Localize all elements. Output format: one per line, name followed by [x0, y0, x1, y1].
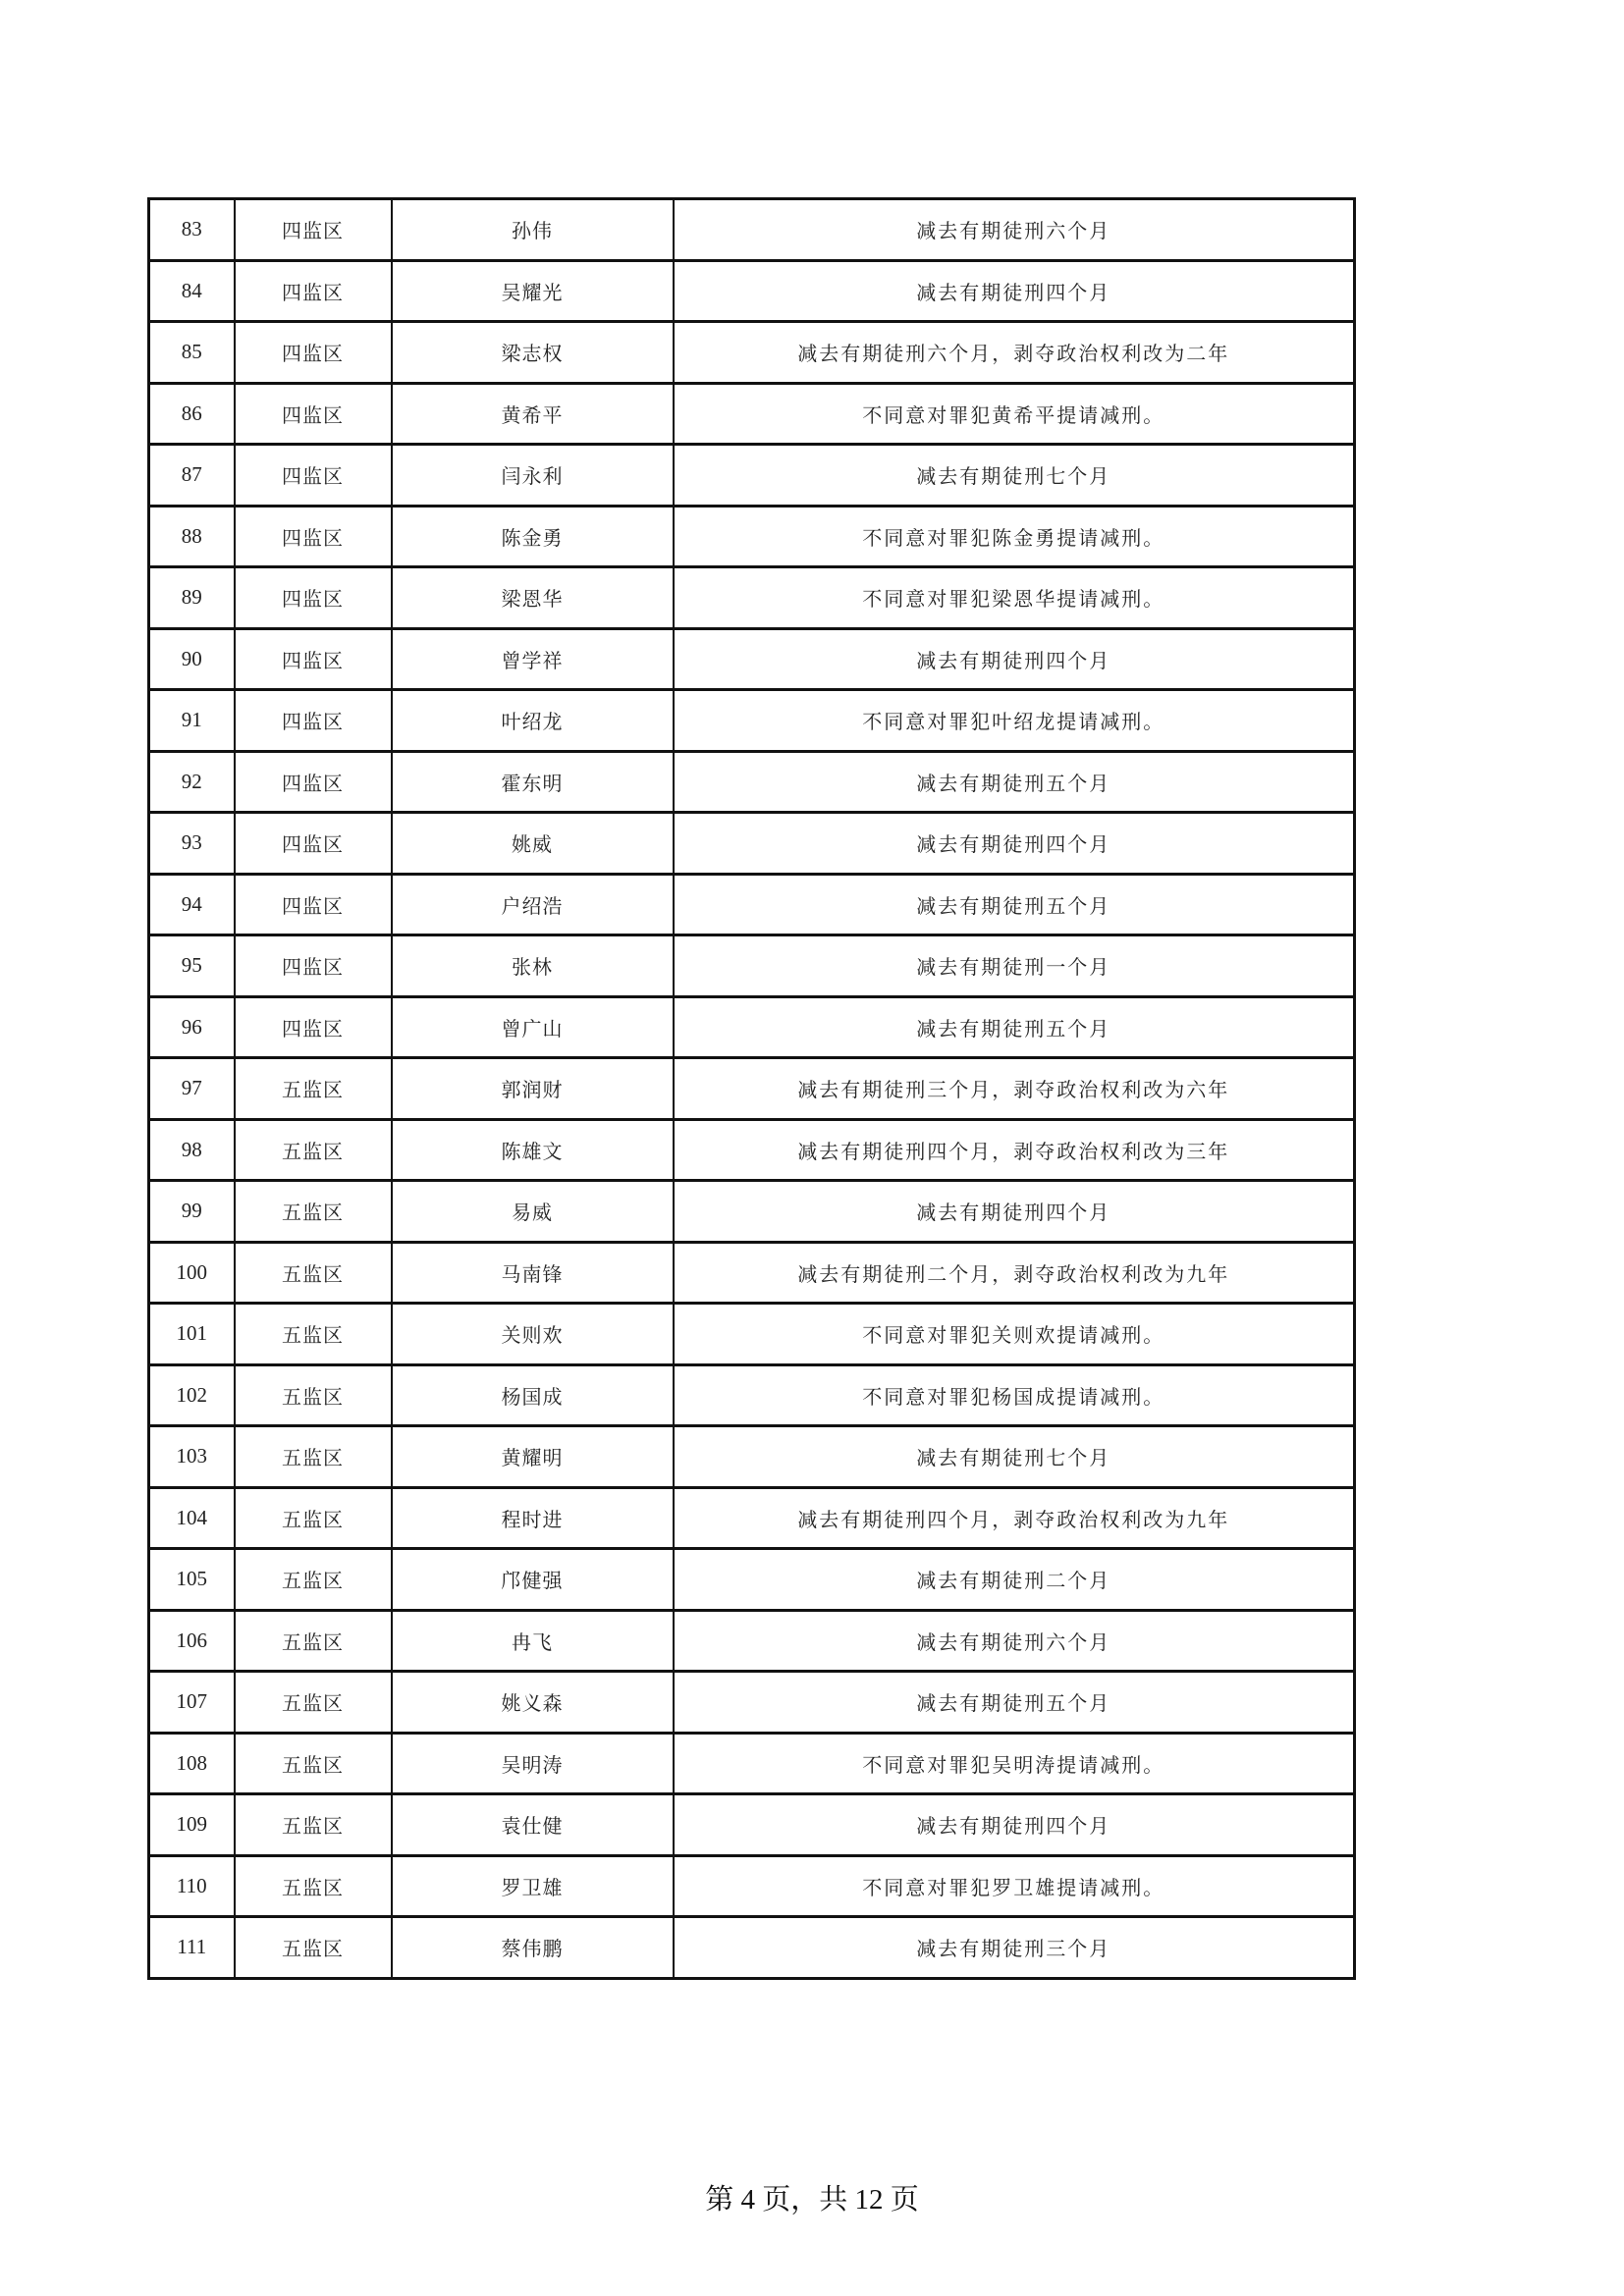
- table-row: [149, 1733, 1355, 1794]
- cell-number: 106: [149, 1610, 235, 1672]
- table-row: [149, 1917, 1355, 1979]
- cell-number: 101: [149, 1304, 235, 1365]
- cell-ruling: 不同意对罪犯陈金勇提请减刑。: [674, 506, 1355, 567]
- table-row: [149, 199, 1355, 261]
- table-row: [149, 874, 1355, 935]
- table-row: [149, 445, 1355, 507]
- cell-prison-area: 四监区: [235, 383, 392, 445]
- cell-prison-area: 五监区: [235, 1304, 392, 1365]
- cell-number: 84: [149, 260, 235, 322]
- table-row: [149, 1794, 1355, 1856]
- cell-number: 88: [149, 506, 235, 567]
- cell-inmate-name: 罗卫雄: [392, 1855, 674, 1917]
- cell-inmate-name: 户绍浩: [392, 874, 674, 935]
- cell-ruling: 减去有期徒刑七个月: [674, 1426, 1355, 1488]
- cell-number: 86: [149, 383, 235, 445]
- table-row: [149, 996, 1355, 1058]
- cell-ruling: 减去有期徒刑三个月: [674, 1917, 1355, 1979]
- table-row: [149, 1549, 1355, 1611]
- cell-prison-area: 四监区: [235, 996, 392, 1058]
- cell-inmate-name: 吴耀光: [392, 260, 674, 322]
- cell-prison-area: 四监区: [235, 199, 392, 261]
- cell-prison-area: 四监区: [235, 935, 392, 997]
- cell-number: 92: [149, 751, 235, 813]
- cell-inmate-name: 黄耀明: [392, 1426, 674, 1488]
- table-row: [149, 506, 1355, 567]
- table-row: [149, 1181, 1355, 1243]
- cell-inmate-name: 袁仕健: [392, 1794, 674, 1856]
- cell-ruling: 减去有期徒刑五个月: [674, 1672, 1355, 1734]
- cell-inmate-name: 吴明涛: [392, 1733, 674, 1794]
- cell-prison-area: 四监区: [235, 874, 392, 935]
- cell-ruling: 减去有期徒刑四个月: [674, 813, 1355, 875]
- cell-ruling: 减去有期徒刑五个月: [674, 996, 1355, 1058]
- cell-number: 83: [149, 199, 235, 261]
- cell-prison-area: 四监区: [235, 322, 392, 384]
- cell-inmate-name: 闫永利: [392, 445, 674, 507]
- cell-inmate-name: 叶绍龙: [392, 690, 674, 752]
- table-row: [149, 813, 1355, 875]
- cell-prison-area: 五监区: [235, 1058, 392, 1120]
- cell-inmate-name: 姚义森: [392, 1672, 674, 1734]
- table-row: [149, 322, 1355, 384]
- cell-ruling: 减去有期徒刑五个月: [674, 751, 1355, 813]
- cell-ruling: 减去有期徒刑六个月: [674, 199, 1355, 261]
- cell-prison-area: 四监区: [235, 567, 392, 629]
- cell-inmate-name: 冉飞: [392, 1610, 674, 1672]
- cell-ruling: 减去有期徒刑四个月，剥夺政治权利改为九年: [674, 1487, 1355, 1549]
- cell-number: 100: [149, 1242, 235, 1304]
- table-row: [149, 1058, 1355, 1120]
- cell-number: 97: [149, 1058, 235, 1120]
- cell-ruling: 减去有期徒刑四个月: [674, 628, 1355, 690]
- cell-number: 99: [149, 1181, 235, 1243]
- cell-prison-area: 五监区: [235, 1610, 392, 1672]
- cell-number: 93: [149, 813, 235, 875]
- cell-number: 105: [149, 1549, 235, 1611]
- cell-ruling: 不同意对罪犯梁恩华提请减刑。: [674, 567, 1355, 629]
- cell-ruling: 减去有期徒刑七个月: [674, 445, 1355, 507]
- cell-prison-area: 五监区: [235, 1917, 392, 1979]
- cell-inmate-name: 张林: [392, 935, 674, 997]
- table-row: [149, 1855, 1355, 1917]
- table-row: [149, 1242, 1355, 1304]
- cell-ruling: 减去有期徒刑四个月，剥夺政治权利改为三年: [674, 1119, 1355, 1181]
- page-number: 第 4 页，共 12 页: [705, 2184, 919, 2216]
- cell-ruling: 减去有期徒刑二个月: [674, 1549, 1355, 1611]
- table-row: [149, 260, 1355, 322]
- cell-prison-area: 五监区: [235, 1733, 392, 1794]
- cell-number: 95: [149, 935, 235, 997]
- cell-prison-area: 五监区: [235, 1242, 392, 1304]
- cell-inmate-name: 曾学祥: [392, 628, 674, 690]
- cell-number: 109: [149, 1794, 235, 1856]
- cell-inmate-name: 蔡伟鹏: [392, 1917, 674, 1979]
- cell-inmate-name: 杨国成: [392, 1364, 674, 1426]
- cell-inmate-name: 黄希平: [392, 383, 674, 445]
- cell-inmate-name: 郭润财: [392, 1058, 674, 1120]
- cell-number: 90: [149, 628, 235, 690]
- cell-inmate-name: 马南锋: [392, 1242, 674, 1304]
- table-row: [149, 1119, 1355, 1181]
- cell-number: 98: [149, 1119, 235, 1181]
- cell-number: 107: [149, 1672, 235, 1734]
- cell-number: 111: [149, 1917, 235, 1979]
- table-row: [149, 1672, 1355, 1734]
- cell-prison-area: 五监区: [235, 1426, 392, 1488]
- cell-prison-area: 四监区: [235, 813, 392, 875]
- cell-ruling: 减去有期徒刑四个月: [674, 1181, 1355, 1243]
- cell-number: 104: [149, 1487, 235, 1549]
- cell-prison-area: 五监区: [235, 1855, 392, 1917]
- table-row: [149, 628, 1355, 690]
- cell-inmate-name: 程时进: [392, 1487, 674, 1549]
- cell-inmate-name: 邝健强: [392, 1549, 674, 1611]
- cell-ruling: 不同意对罪犯罗卫雄提请减刑。: [674, 1855, 1355, 1917]
- cell-inmate-name: 陈金勇: [392, 506, 674, 567]
- cell-number: 89: [149, 567, 235, 629]
- records-table-body: [149, 199, 1355, 1979]
- cell-number: 96: [149, 996, 235, 1058]
- table-row: [149, 1426, 1355, 1488]
- table-row: [149, 751, 1355, 813]
- cell-number: 87: [149, 445, 235, 507]
- table-row: [149, 1610, 1355, 1672]
- cell-ruling: 减去有期徒刑五个月: [674, 874, 1355, 935]
- cell-ruling: 减去有期徒刑六个月，剥夺政治权利改为二年: [674, 322, 1355, 384]
- cell-prison-area: 四监区: [235, 690, 392, 752]
- table-row: [149, 1364, 1355, 1426]
- cell-inmate-name: 孙伟: [392, 199, 674, 261]
- cell-prison-area: 五监区: [235, 1549, 392, 1611]
- cell-inmate-name: 霍东明: [392, 751, 674, 813]
- cell-inmate-name: 易威: [392, 1181, 674, 1243]
- cell-number: 85: [149, 322, 235, 384]
- cell-prison-area: 四监区: [235, 751, 392, 813]
- cell-prison-area: 五监区: [235, 1487, 392, 1549]
- cell-inmate-name: 陈雄文: [392, 1119, 674, 1181]
- table-row: [149, 690, 1355, 752]
- table-row: [149, 383, 1355, 445]
- cell-ruling: 减去有期徒刑四个月: [674, 1794, 1355, 1856]
- cell-number: 110: [149, 1855, 235, 1917]
- cell-ruling: 不同意对罪犯黄希平提请减刑。: [674, 383, 1355, 445]
- cell-prison-area: 五监区: [235, 1794, 392, 1856]
- cell-inmate-name: 关则欢: [392, 1304, 674, 1365]
- cell-prison-area: 四监区: [235, 445, 392, 507]
- cell-ruling: 减去有期徒刑一个月: [674, 935, 1355, 997]
- cell-ruling: 减去有期徒刑四个月: [674, 260, 1355, 322]
- cell-inmate-name: 梁志权: [392, 322, 674, 384]
- cell-prison-area: 四监区: [235, 260, 392, 322]
- cell-inmate-name: 梁恩华: [392, 567, 674, 629]
- cell-prison-area: 五监区: [235, 1364, 392, 1426]
- cell-number: 102: [149, 1364, 235, 1426]
- cell-number: 91: [149, 690, 235, 752]
- cell-number: 108: [149, 1733, 235, 1794]
- cell-number: 94: [149, 874, 235, 935]
- records-table: [147, 197, 1356, 1980]
- cell-prison-area: 五监区: [235, 1119, 392, 1181]
- cell-inmate-name: 姚威: [392, 813, 674, 875]
- cell-ruling: 不同意对罪犯叶绍龙提请减刑。: [674, 690, 1355, 752]
- table-row: [149, 567, 1355, 629]
- cell-ruling: 减去有期徒刑六个月: [674, 1610, 1355, 1672]
- cell-prison-area: 五监区: [235, 1672, 392, 1734]
- table-row: [149, 1487, 1355, 1549]
- table-row: [149, 1304, 1355, 1365]
- cell-ruling: 减去有期徒刑二个月，剥夺政治权利改为九年: [674, 1242, 1355, 1304]
- cell-prison-area: 四监区: [235, 628, 392, 690]
- cell-inmate-name: 曾广山: [392, 996, 674, 1058]
- cell-number: 103: [149, 1426, 235, 1488]
- cell-prison-area: 五监区: [235, 1181, 392, 1243]
- cell-ruling: 不同意对罪犯吴明涛提请减刑。: [674, 1733, 1355, 1794]
- cell-ruling: 不同意对罪犯杨国成提请减刑。: [674, 1364, 1355, 1426]
- table-row: [149, 935, 1355, 997]
- cell-prison-area: 四监区: [235, 506, 392, 567]
- cell-ruling: 不同意对罪犯关则欢提请减刑。: [674, 1304, 1355, 1365]
- cell-ruling: 减去有期徒刑三个月，剥夺政治权利改为六年: [674, 1058, 1355, 1120]
